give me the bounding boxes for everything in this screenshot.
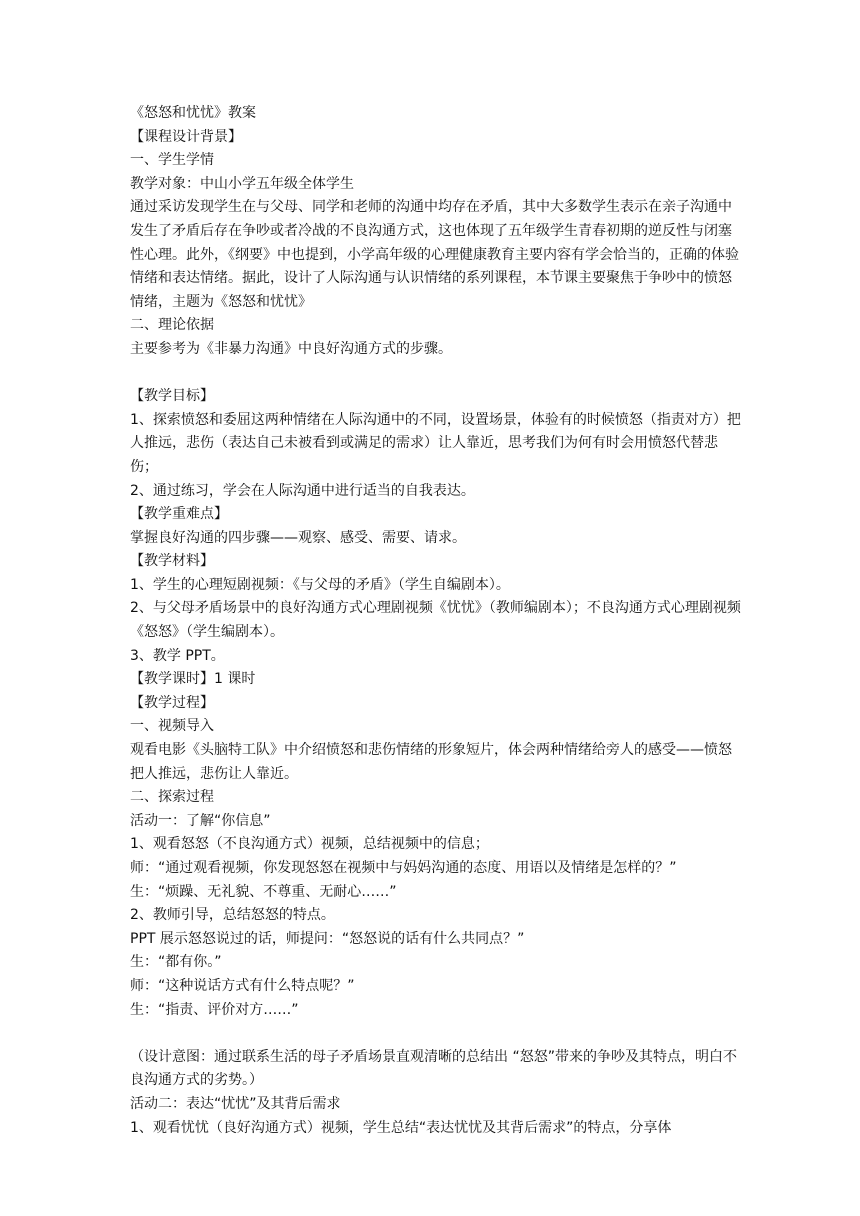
text-line: 【教学课时】1 课时 bbox=[130, 671, 256, 688]
text-line: 1、探索愤怒和委屈这两种情绪在人际沟通中的不同，设置场景，体验有的时候愤怒（指责对方）把人推远，悲伤（表达自己未被看到或满足的需求）让人靠近，思考我们为何有时会用愤怒代替悲伤； bbox=[130, 411, 741, 475]
document-body bbox=[130, 102, 742, 1140]
text-line: 【教学重难点】 bbox=[130, 506, 228, 523]
text-line: 【教学材料】 bbox=[130, 553, 214, 570]
text-line: 【课程设计背景】 bbox=[130, 128, 242, 145]
document-title: 《怒怒和忧忧》教案 bbox=[130, 105, 256, 121]
text-line: 师：“这种说话方式有什么特点呢？” bbox=[130, 977, 355, 994]
text-line: 1、观看怒怒（不良沟通方式）视频，总结视频中的信息； bbox=[130, 836, 489, 853]
blank-line bbox=[130, 1022, 742, 1046]
text-line: （设计意图：通过联系生活的母子矛盾场景直观清晰的总结出 “怒怒”带来的争吵及其特点，明白不良沟通方式的劣势。） bbox=[130, 1048, 737, 1089]
text-line: 生：“烦躁、无礼貌、不尊重、无耐心……” bbox=[130, 883, 397, 900]
text-line: 1、学生的心理短剧视频：《与父母的矛盾》（学生自编剧本）。 bbox=[130, 576, 510, 593]
text-line: 主要参考为《非暴力沟通》中良好沟通方式的步骤。 bbox=[130, 340, 452, 357]
text-line: 二、探索过程 bbox=[130, 789, 214, 806]
text-line: 通过采访发现学生在与父母、同学和老师的沟通中均存在矛盾，其中大多数学生表示在亲子沟通中发生了矛盾后存在争吵或者冷战的不良沟通方式，这也体现了五年级学生青春初期的逆反性与闭塞性心理。此外，《纲要》中也提到，小学高年级的心理健康教育主要内容有学会恰当的，正确的体验情绪和表达情绪。据此，设计了人际沟通与认识情绪的系列课程，本节课主要聚焦于争吵中的愤怒情绪，主题为《怒怒和忧忧》 bbox=[130, 199, 739, 310]
text-line: 生：“都有你。” bbox=[130, 954, 222, 971]
text-line: 掌握良好沟通的四步骤——观察、感受、需要、请求。 bbox=[130, 529, 466, 546]
text-line: 师：“通过观看视频，你发现怒怒在视频中与妈妈沟通的态度、用语以及情绪是怎样的？” bbox=[130, 860, 677, 876]
text-line: 一、视频导入 bbox=[130, 718, 214, 735]
text-line: 2、通过练习，学会在人际沟通中进行适当的自我表达。 bbox=[130, 482, 475, 499]
text-line: 2、与父母矛盾场景中的良好沟通方式心理剧视频《忧忧》（教师编剧本）；不良沟通方式心理剧视频《怒怒》（学生编剧本）。 bbox=[130, 600, 741, 641]
text-line: 3、教学 PPT。 bbox=[130, 647, 225, 664]
text-line: PPT 展示怒怒说过的话，师提问：“怒怒说的话有什么共同点？” bbox=[130, 930, 525, 947]
text-line: 【教学目标】 bbox=[130, 388, 214, 405]
document-lines bbox=[130, 126, 742, 1141]
text-line: 生：“指责、评价对方……” bbox=[130, 1001, 299, 1018]
blank-line bbox=[130, 362, 742, 386]
text-line: 一、学生学情 bbox=[130, 152, 214, 169]
text-line: 活动一：了解“你信息” bbox=[130, 812, 271, 829]
text-line: 活动二：表达“忧忧”及其背后需求 bbox=[130, 1095, 341, 1112]
text-line: 观看电影《头脑特工队》中介绍愤怒和悲伤情绪的形象短片，体会两种情绪给旁人的感受——愤怒把人推远，悲伤让人靠近。 bbox=[130, 742, 732, 782]
text-line: 教学对象：中山小学五年级全体学生 bbox=[130, 175, 354, 192]
text-line: 【教学过程】 bbox=[130, 694, 214, 711]
text-line: 1、观看忧忧（良好沟通方式）视频，学生总结“表达忧忧及其背后需求”的特点，分享体 bbox=[130, 1119, 672, 1136]
text-line: 2、教师引导，总结怒怒的特点。 bbox=[130, 907, 335, 924]
text-line: 二、理论依据 bbox=[130, 317, 214, 334]
